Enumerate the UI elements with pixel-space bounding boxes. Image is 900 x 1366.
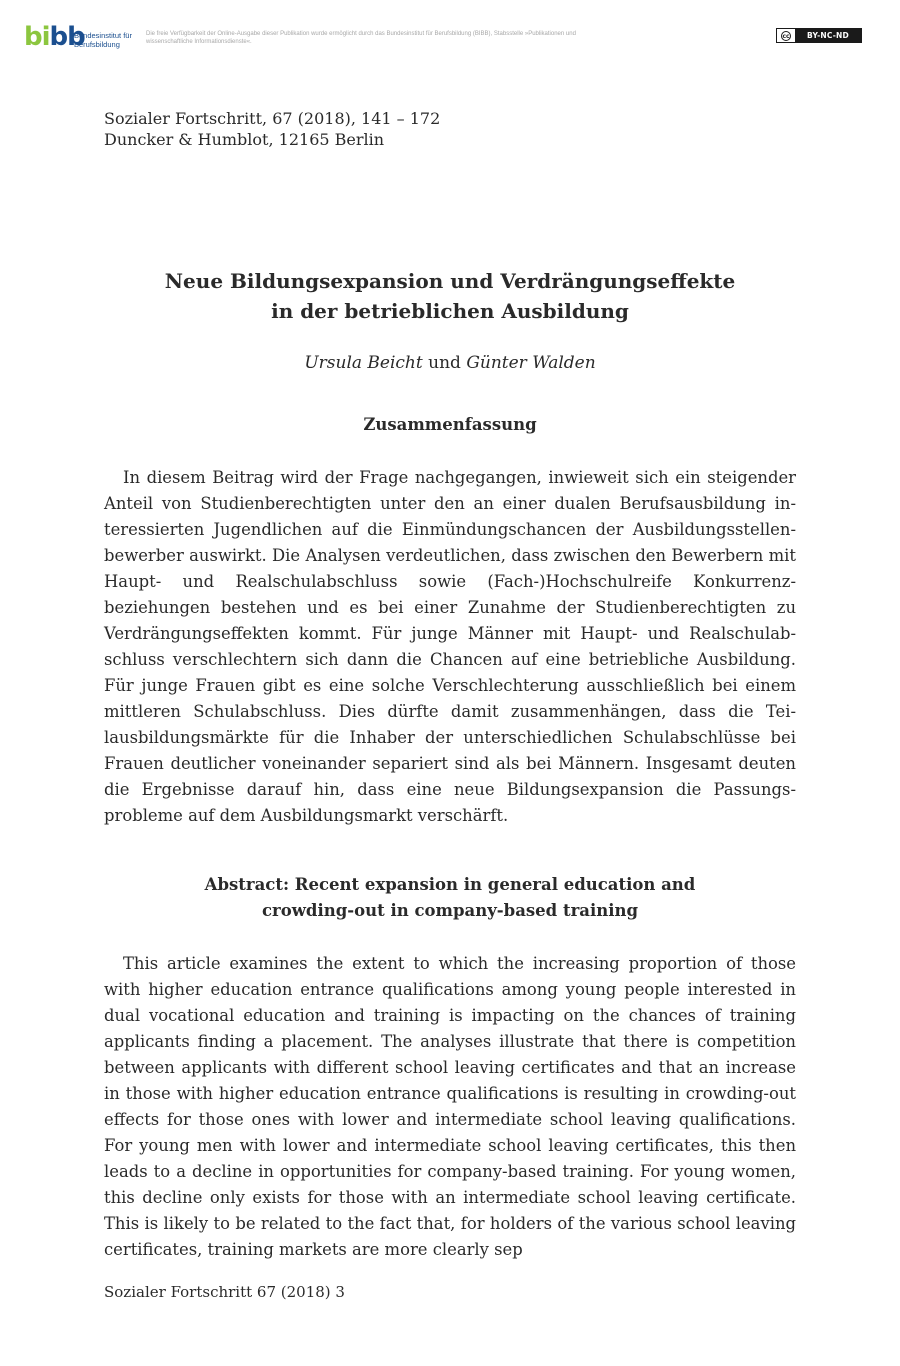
article-title-line1: Neue Bildungsexpansion und Verdrängungseffekte <box>164 269 736 293</box>
journal-reference-line2: Duncker & Humblot, 12165 Berlin <box>104 130 385 149</box>
abstract-text: This article examines the extent to which the increasing proportion of those with higher education entrance qualifications among young people interested in dual vocational education and training is impacting on the chances of training applicants finding a placement. The analyses illustrate that there is competition between applicants with different school leaving certificates and that an increase in those with higher education entrance qualifications is resulting in crowding-out effects for those ones with lower and intermediate school leaving qualifications. For young men with lower and intermediate school leaving certificates, this then leads to a decline in opportunities for company-based training. For young women, this decline only exists for those with an intermediate school leaving certificate. This is likely to be related to the fact that, for holders of the various school leaving certificates, training markets are more clearly sep <box>104 954 796 1259</box>
article-title <box>104 266 796 326</box>
abstract-heading-line1: Abstract: Recent expansion in general education and <box>204 875 696 894</box>
cc-icon-text: cc <box>782 32 790 40</box>
availability-note: Die freie Verfügbarkeit der Online-Ausgabe dieser Publikation wurde ermöglicht durch das Bundesinstitut für Berufsbildung (BIBB), Stabsstelle »Publikationen und wissenschaftliche Informationsdienste«. <box>146 31 576 45</box>
summary-text: In diesem Beitrag wird der Frage nachgegangen, inwieweit sich ein steigender Anteil von Studienberechtigten unter den an einer dualen Berufsausbildung interessierten Jugendlichen auf die Einmündungschancen der Ausbildungsstellenbewerber auswirkt. Die Analysen verdeutlichen, dass zwischen den Bewerbern mit Haupt- und Realschulabschluss sowie (Fach-)Hochschulreife Konkurrenzbeziehungen bestehen und es bei einer Zunahme der Studienberechtigten zu Verdrängungseffekten kommt. Für junge Männer mit Haupt- und Realschulabschluss verschlechtern sich dann die Chancen auf eine betriebliche Ausbildung. Für junge Frauen gibt es eine solche Verschlechterung ausschließlich bei einem mittleren Schulabschluss. Dies dürfte damit zusammenhängen, dass die Teilausbildungsmärkte für die Inhaber der unterschiedlichen Schulabschlüsse bei Frauen deutlicher voneinander separiert sind als bei Männern. Insgesamt deuten die Ergebnisse darauf hin, dass eine neue Bildungsexpansion die Passungsprobleme auf dem Ausbildungsmarkt verschärft. <box>104 468 796 825</box>
license-label: BY-NC-ND <box>807 31 849 40</box>
author-connector: und <box>422 353 467 373</box>
creative-commons-icon <box>777 29 795 42</box>
journal-reference-line1: Sozialer Fortschritt, 67 (2018), 141 – 172 <box>104 109 441 128</box>
page-header <box>24 22 876 54</box>
bibb-logo <box>24 22 134 52</box>
license-badge <box>776 28 862 43</box>
journal-reference <box>104 108 440 150</box>
summary-heading: Zusammenfassung <box>363 415 537 434</box>
bibb-wordmark-blue: bb <box>49 22 85 52</box>
bibb-institute-name: Bundesinstitut für Berufsbildung <box>74 31 132 49</box>
abstract-heading <box>104 872 796 924</box>
author-line <box>104 350 796 376</box>
page-footer: Sozialer Fortschritt 67 (2018) 3 <box>104 1283 345 1301</box>
author-1: Ursula Beicht <box>304 353 423 373</box>
article-title-line2: in der betrieblichen Ausbildung <box>271 299 629 323</box>
bibb-wordmark-green: bi <box>24 22 50 52</box>
abstract-heading-line2: crowding-out in company-based training <box>261 901 639 920</box>
author-2: Günter Walden <box>466 353 596 373</box>
